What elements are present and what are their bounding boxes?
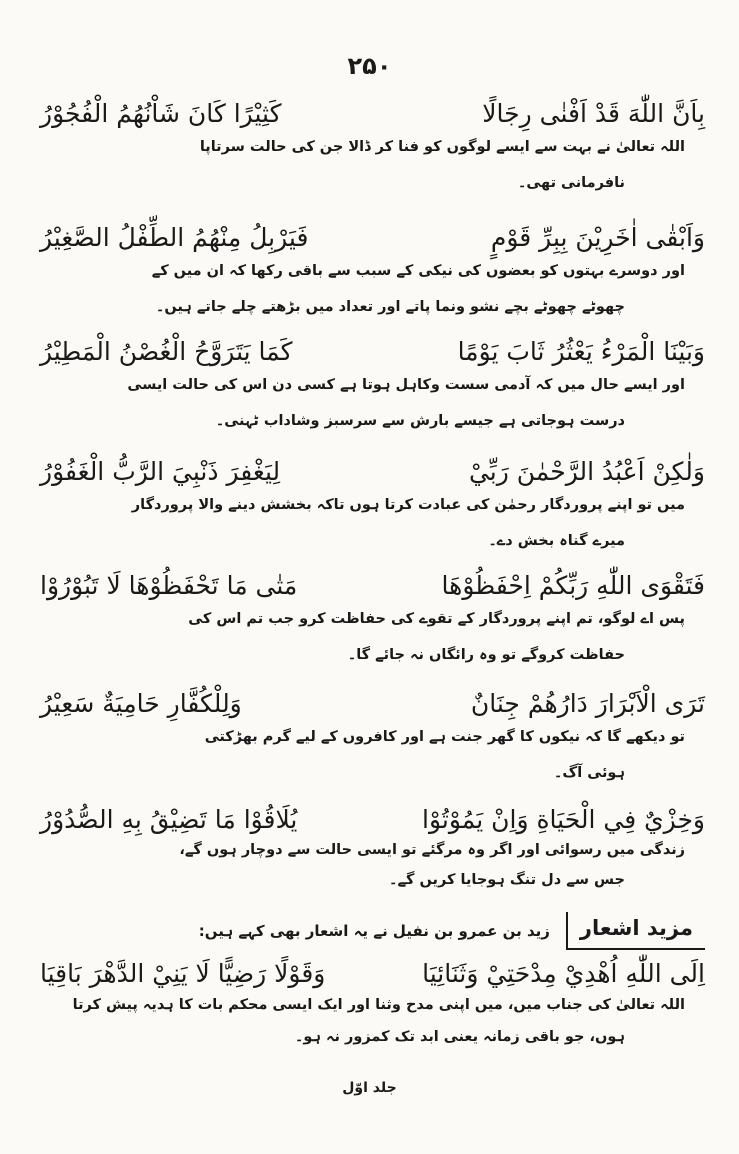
- couplet-8: [40, 958, 705, 1053]
- verse-second-hemistich: وَقَوْلًا رَضِيًّا لَا يَنِيْ الدَّهْرَ بَاقِيَا: [40, 959, 326, 988]
- urdu-translation-line: میں تو اپنے پروردگار رحمٰن کی عبادت کرتا ہوں تاکہ بخشش دینے والا پروردگار: [131, 497, 685, 514]
- arabic-verse: [40, 456, 705, 487]
- verse-first-hemistich: اِلَى اللّٰهِ اُهْدِيْ مِدْحَتِيْ وَثَنَائِيَا: [422, 959, 705, 988]
- verse-first-hemistich: وَخِزْيٌ فِي الْحَيَاةِ وَاِنْ يَمُوْتُوْا: [422, 805, 705, 834]
- verse-second-hemistich: مَتٰى مَا تَحْفَظُوْهَا لَا تَبُوْرُوْا: [40, 571, 298, 600]
- arabic-verse: [40, 222, 705, 253]
- verse-second-hemistich: لِيَغْفِرَ ذَنْبِيَ الرَّبُّ الْغَفُوْرُ: [40, 457, 281, 486]
- couplet-7: [40, 804, 705, 895]
- arabic-verse: [40, 570, 705, 601]
- verse-second-hemistich: فَيَرْبِلُ مِنْهُمُ الطِّفْلُ الصَّغِيْرُ: [40, 223, 309, 252]
- urdu-translation-line: میرے گناہ بخش دے۔: [488, 533, 625, 550]
- urdu-translation-line: ہوئی آگ۔: [553, 765, 625, 782]
- verse-second-hemistich: كَثِيْرًا كَانَ شَاْنُهُمُ الْفُجُوْرُ: [40, 99, 282, 128]
- urdu-translation-line: پس اے لوگو، تم اپنے پروردگار کے تقوے کی حفاظت کرو جب تم اس کی: [188, 611, 685, 628]
- arabic-verse: [40, 98, 705, 129]
- urdu-translation-line: اور دوسرے بہتوں کو بعضوں کی نیکی کے سبب سے باقی رکھا کہ ان میں کے: [151, 263, 685, 280]
- verse-first-hemistich: وَبَيْنَا الْمَرْءُ يَعْثُرُ ثَابَ يَوْمًا: [457, 337, 705, 366]
- verse-first-hemistich: بِاَنَّ اللّٰهَ قَدْ اَفْنٰى رِجَالًا: [482, 99, 705, 128]
- verse-second-hemistich: وَلِلْكُفَّارِ حَامِيَةٌ سَعِيْرُ: [40, 689, 242, 718]
- urdu-translation-line: درست ہوجاتی ہے جیسے بارش سے سرسبز وشاداب ٹہنی۔: [215, 413, 625, 430]
- urdu-translation-line: اور ایسے حال میں کہ آدمی سست وکاہل ہوتا ہے کسی دن اس کی حالت ایسی: [127, 377, 685, 394]
- section-intro: زید بن عمرو بن نفیل نے یہ اشعار بھی کہے ہیں:: [198, 922, 550, 940]
- arabic-verse: [40, 958, 705, 989]
- couplet-5: [40, 570, 705, 673]
- verse-first-hemistich: وَاَبْقٰى اٰخَرِيْنَ بِبِرِّ قَوْمٍ: [490, 223, 705, 252]
- couplet-1: [40, 98, 705, 201]
- couplet-3: [40, 336, 705, 439]
- arabic-verse: [40, 688, 705, 719]
- verse-first-hemistich: فَتَقْوَى اللّٰهِ رَبِّكُمْ اِحْفَظُوْهَا: [441, 571, 705, 600]
- verse-second-hemistich: كَمَا يَتَرَوَّحُ الْغُصْنُ الْمَطِيْرُ: [40, 337, 293, 366]
- urdu-translation-line: ہوں، جو باقی زمانہ یعنی ابد تک کمزور نہ ہو۔: [294, 1029, 625, 1046]
- urdu-translation-line: تو دیکھے گا کہ نیکوں کا گھر جنت ہے اور کافروں کے لیے گرم بھڑکتی: [204, 729, 685, 746]
- couplet-6: [40, 688, 705, 791]
- urdu-translation-line: زندگی میں رسوائی اور اگر وہ مرگئے تو ایسی حالت سے دوچار ہوں گے،: [179, 842, 685, 859]
- section-heading-box: مزید اشعار: [566, 912, 705, 950]
- arabic-verse: [40, 336, 705, 367]
- urdu-translation-line: چھوٹے چھوٹے بچے نشو ونما پاتے اور تعداد میں بڑھتے چلے جاتے ہیں۔: [155, 299, 625, 316]
- arabic-verse: [40, 804, 705, 835]
- couplet-2: [40, 222, 705, 325]
- more-poetry-header: [40, 912, 705, 950]
- verse-first-hemistich: تَرَى الْاَبْرَارَ دَارُهُمْ جِنَانٌ: [470, 689, 705, 718]
- urdu-translation-line: نافرمانی تھی۔: [517, 175, 625, 192]
- page-number: ۲۵۰: [347, 52, 392, 80]
- couplet-4: [40, 456, 705, 559]
- urdu-translation-line: جس سے دل تنگ ہوجایا کریں گے۔: [389, 872, 625, 889]
- urdu-translation-line: اللہ تعالیٰ کی جناب میں، میں اپنی مدح وثنا اور ایک ایسی محکم بات کا ہدیہ پیش کرتا: [72, 997, 685, 1014]
- volume-label: جلد اوّل: [342, 1080, 397, 1096]
- urdu-translation-line: حفاظت کروگے تو وہ رائگاں نہ جائے گا۔: [347, 647, 625, 664]
- urdu-translation-line: اللہ تعالیٰ نے بہت سے ایسے لوگوں کو فنا کر ڈالا جن کی حالت سرتاپا: [199, 139, 685, 156]
- verse-first-hemistich: وَلٰكِنْ اَعْبُدُ الرَّحْمٰنَ رَبِّيْ: [468, 457, 705, 486]
- verse-second-hemistich: يُلَاقُوْا مَا تَضِيْقُ بِهِ الصُّدُوْرُ: [40, 805, 298, 834]
